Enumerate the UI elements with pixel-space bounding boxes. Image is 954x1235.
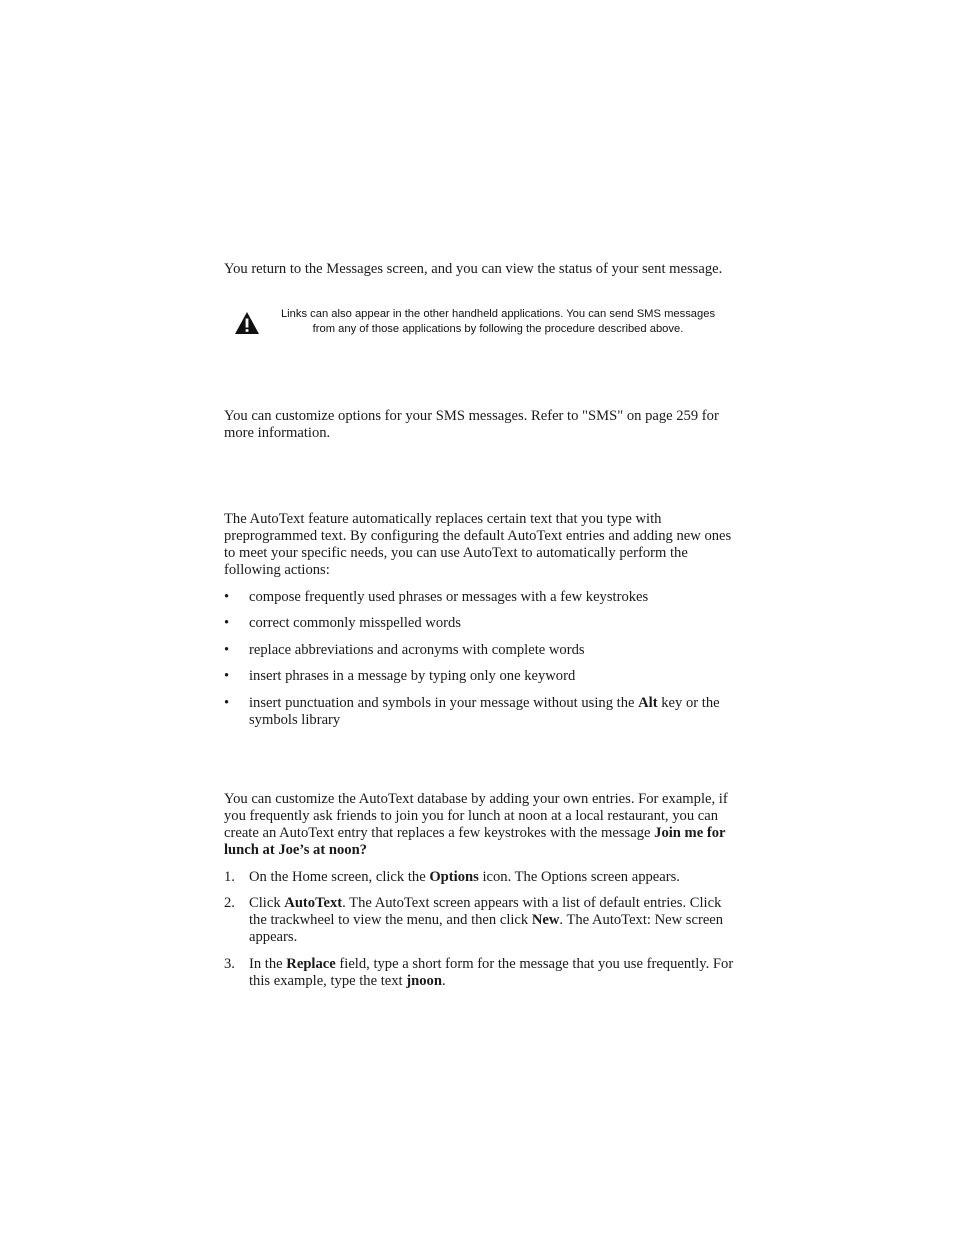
bullet-marker: •: [224, 668, 230, 684]
step-item: [224, 956, 734, 990]
list-item: [224, 668, 734, 685]
list-item-text: insert punctuation and symbols in your message without using the Alt key or the symbols library: [249, 695, 720, 728]
bullet-marker: •: [224, 615, 230, 631]
list-item-text: insert phrases in a message by typing only one keyword: [249, 668, 576, 684]
step-number: 1.: [224, 869, 235, 885]
list-item: [224, 615, 734, 632]
bullet-marker: •: [224, 695, 230, 711]
list-item-text: replace abbreviations and acronyms with complete words: [249, 642, 585, 658]
step-number: 2.: [224, 895, 235, 911]
step-number: 3.: [224, 956, 235, 972]
step-item: [224, 869, 734, 886]
list-item-text: compose frequently used phrases or messages with a few keystrokes: [249, 589, 649, 605]
step-item: [224, 895, 734, 946]
step-text: Click AutoText. The AutoText screen appears with a list of default entries. Click the trackwheel to view the menu, and then click New. The AutoText: New screen appears.: [249, 895, 724, 945]
example-message: Join me for lunch at Joe’s at noon?: [224, 825, 726, 858]
list-item: [224, 642, 734, 659]
sent-status-paragraph: You return to the Messages screen, and you can view the status of your sent message.: [224, 261, 723, 277]
sms-options-paragraph: You can customize options for your SMS messages. Refer to "SMS" on page 259 for more information.: [224, 408, 719, 441]
step-text: On the Home screen, click the Options icon. The Options screen appears.: [249, 869, 680, 885]
step-text: In the Replace field, type a short form for the message that you use frequently. For this example, type the text jnoon.: [249, 956, 734, 989]
list-item-text: correct commonly misspelled words: [249, 615, 461, 631]
bullet-marker: •: [224, 642, 230, 658]
bullet-marker: •: [224, 589, 230, 605]
warning-icon: [234, 311, 260, 335]
note-text: Links can also appear in the other handheld applications. You can send SMS messages from any of those applications by following the procedure described above.: [280, 308, 716, 335]
autotext-intro-paragraph: The AutoText feature automatically replaces certain text that you type with preprogrammed text. By configuring the default AutoText entries and adding new ones to meet your specific needs, you can use AutoText to automatically perform the following actions:: [224, 511, 732, 578]
list-item: [224, 589, 734, 606]
customize-paragraph: You can customize the AutoText database by adding your own entries. For example, if you frequently ask friends to join you for lunch at noon at a local restaurant, you can create an AutoText entry that replaces a few keystrokes with the message Join me for lunch at Joe’s at noon?: [224, 791, 728, 858]
list-item: [224, 695, 734, 729]
alt-key-label: Alt: [638, 695, 658, 711]
